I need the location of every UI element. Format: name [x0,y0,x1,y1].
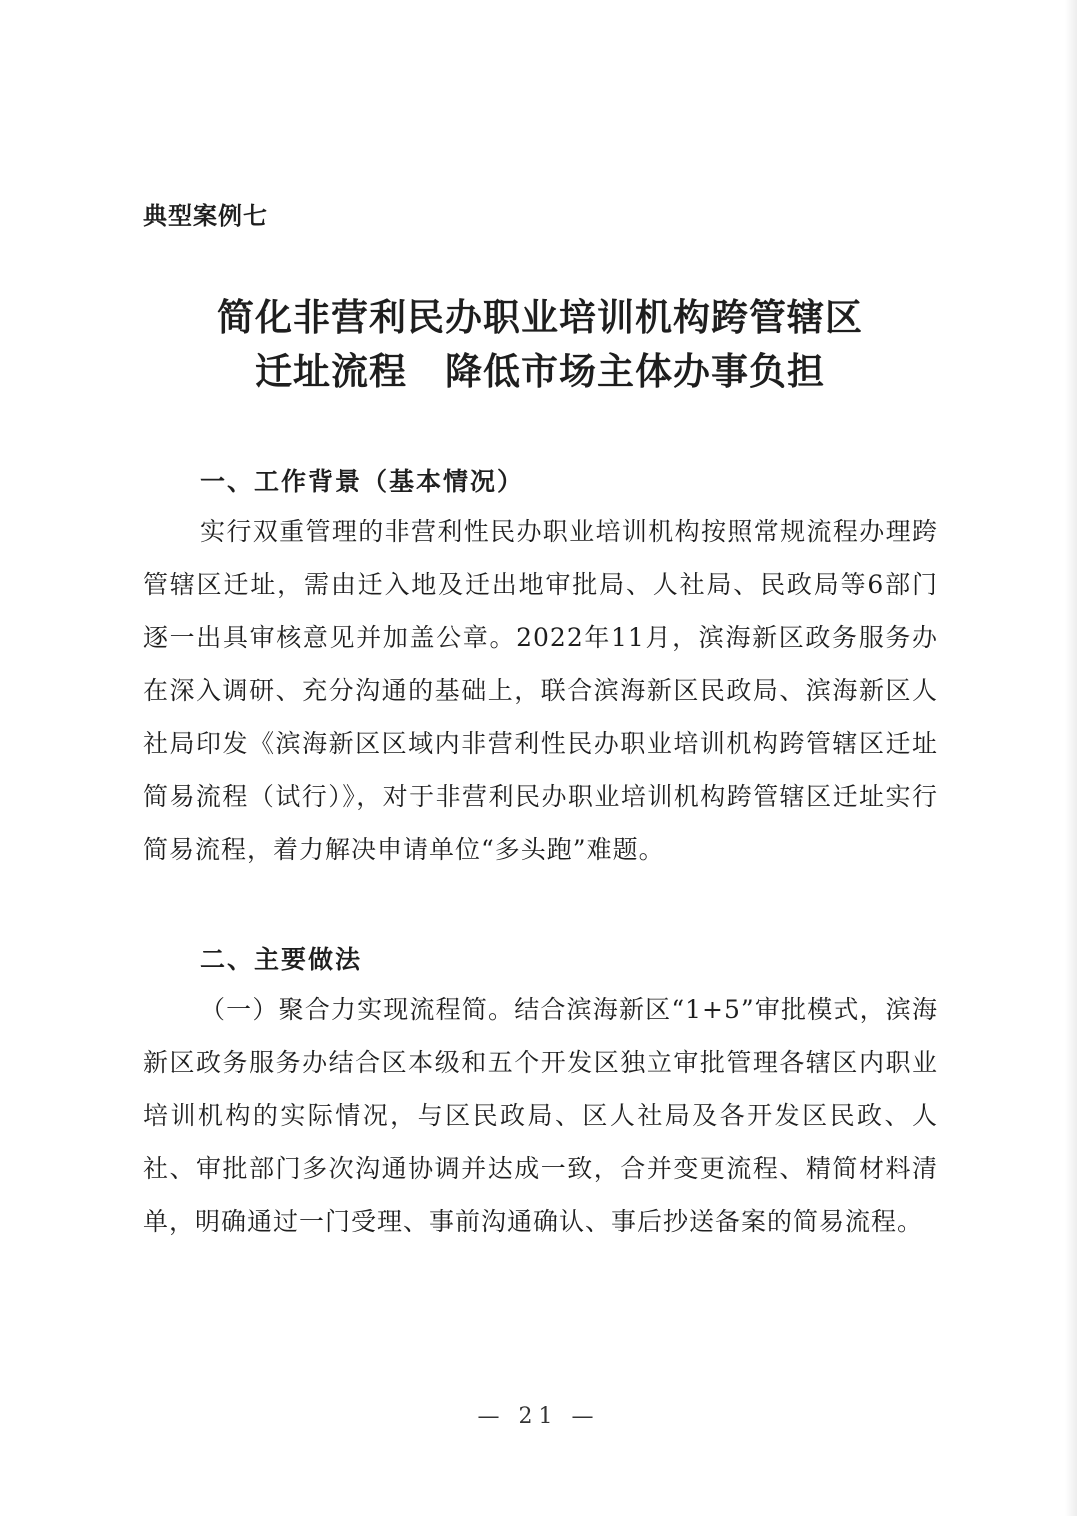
page-number: — 21 — [477,1404,600,1429]
title-line-2: 迁址流程 降低市场主体办事负担 [255,349,825,393]
section-paragraph-main-practices: （一）聚合力实现流程简。结合滨海新区“1+5”审批模式，滨海新区政务服务办结合区本级和五个开发区独立审批管理各辖区内职业培训机构的实际情况，与区民政局、区人社局及各开发区民政、人社、审批部门多次沟通协调并达成一致，合并变更流程、精简材料清单，明确通过一门受理、事前沟通确认、事后抄送备案的简易流程。 [143,995,938,1236]
document-title [140,290,940,398]
section-paragraph-background: 实行双重管理的非营利性民办职业培训机构按照常规流程办理跨管辖区迁址，需由迁入地及迁出地审批局、人社局、民政局等6部门逐一出具审核意见并加盖公章。2022年11月，滨海新区政务服务办在深入调研、充分沟通的基础上，联合滨海新区民政局、滨海新区人社局印发《滨海新区区域内非营利性民办职业培训机构跨管辖区迁址简易流程（试行）》，对于非营利民办职业培训机构跨管辖区迁址实行简易流程，着力解决申请单位“多头跑”难题。 [143,517,938,864]
title-line-1: 简化非营利民办职业培训机构跨管辖区 [217,295,863,339]
case-label: 典型案例七 [143,202,268,230]
section-heading-background: 一、工作背景（基本情况） [200,467,525,496]
page-edge-shadow [1065,0,1077,1516]
section-heading-main-practices: 二、主要做法 [200,945,363,974]
